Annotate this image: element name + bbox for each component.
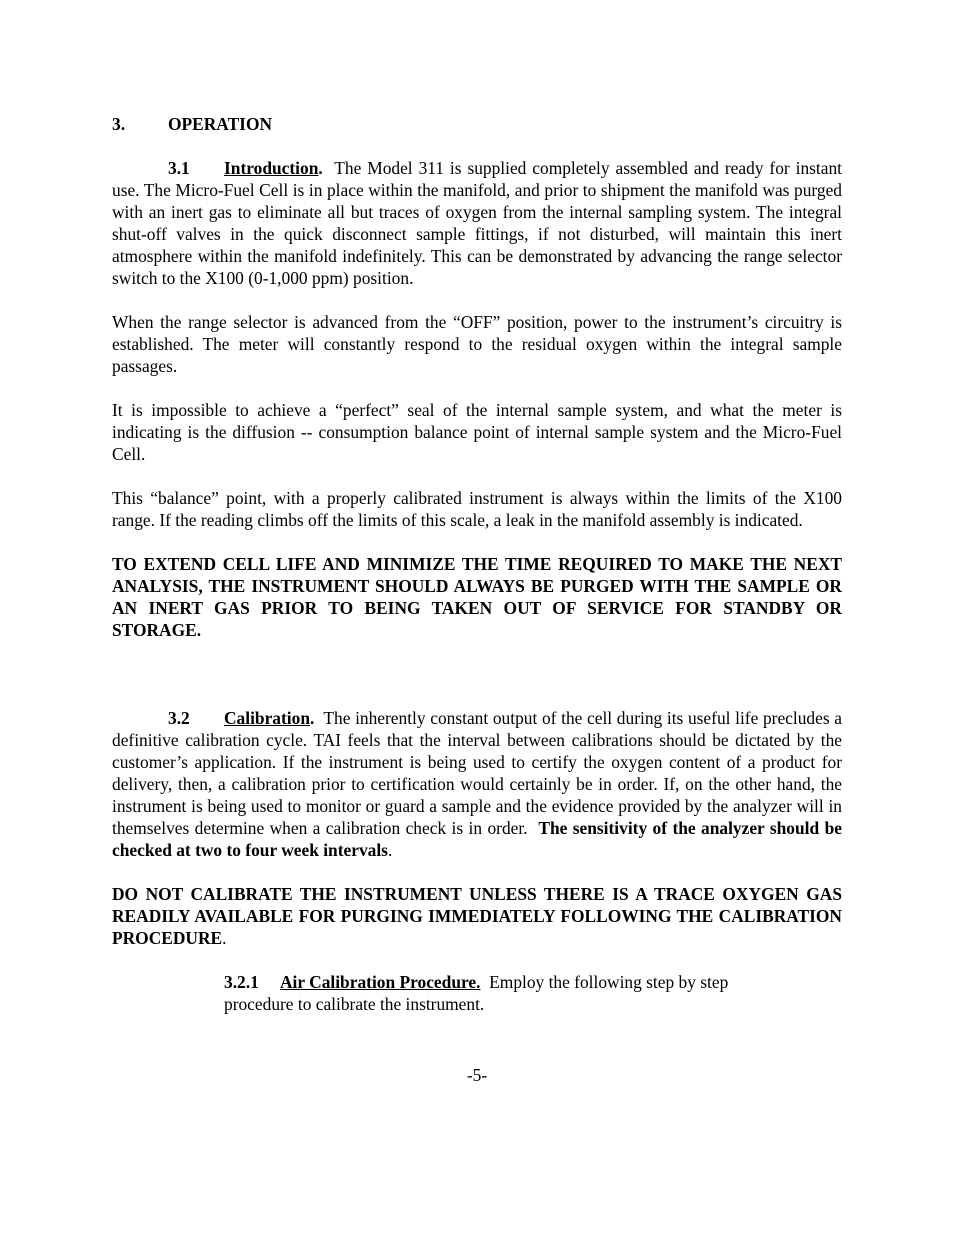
warning-calibrate-text: DO NOT CALIBRATE THE INSTRUMENT UNLESS THERE IS A TRACE OXYGEN GAS READILY AVAILABLE FOR PURGING IMMEDIATELY FOLLOWING THE CALIBRATION PROCEDURE bbox=[112, 884, 842, 948]
intro-text: The Model 311 is supplied completely assembled and ready for instant use. The Micro-Fuel Cell is in place within the manifold, and prior to shipment the manifold was purged with an inert gas to eliminate all but traces of oxygen from the internal sampling system. The integral shut-off valves in the quick disconnect sample fittings, if not disturbed, will maintain this inert atmosphere within the manifold indefinitely. This can be demonstrated by advancing the range selector switch to the X100 (0-1,000 ppm) position. bbox=[112, 158, 842, 288]
air-calibration-paragraph bbox=[224, 971, 764, 1015]
paragraph-range-selector: When the range selector is advanced from the “OFF” position, power to the instrument’s circuitry is established. The meter will constantly respond to the residual oxygen within the integral sample passages. bbox=[112, 312, 842, 376]
warning-calibrate bbox=[112, 883, 842, 949]
section-heading bbox=[112, 113, 842, 135]
subsection-title: Introduction bbox=[224, 158, 319, 178]
air-calibration-number: 3.2.1 bbox=[224, 972, 259, 992]
calibration-number: 3.2 bbox=[168, 708, 190, 728]
subsection-number: 3.1 bbox=[168, 158, 190, 178]
calibration-text: The inherently constant output of the cell during its useful life precludes a definitive calibration cycle. TAI feels that the interval between calibrations should be dictated by the customer’s application. If the instrument is being used to certify the oxygen content of a product for delivery, then, a calibration prior to certification would certainly be in order. If, on the other hand, the instrument is being used to monitor or guard a sample and the evidence provided by the analyzer will in themselves determine when a calibration check is in order. bbox=[112, 708, 842, 838]
warning-cell-life: TO EXTEND CELL LIFE AND MINIMIZE THE TIME REQUIRED TO MAKE THE NEXT ANALYSIS, THE INSTRUMENT SHOULD ALWAYS BE PURGED WITH THE SAMPLE OR AN INERT GAS PRIOR TO BEING TAKEN OUT OF SERVICE FOR STANDBY OR STORAGE. bbox=[112, 554, 842, 640]
section-title: OPERATION bbox=[168, 114, 273, 134]
calibration-paragraph bbox=[112, 707, 842, 861]
intro-paragraph bbox=[112, 157, 842, 289]
page-number: -5- bbox=[466, 1065, 488, 1085]
paragraph-seal: It is impossible to achieve a “perfect” seal of the internal sample system, and what the meter is indicating is the diffusion -- consumption balance point of internal sample system and the Micro-Fuel Cell. bbox=[112, 400, 842, 464]
calibration-title: Calibration bbox=[224, 708, 310, 728]
subsection-title-punct: . bbox=[318, 158, 323, 178]
air-calibration-text: Employ the following step by step procedure to calibrate the instrument. bbox=[224, 972, 729, 1014]
section-number: 3. bbox=[112, 114, 126, 134]
paragraph-balance: This “balance” point, with a properly calibrated instrument is always within the limits of the X100 range. If the reading climbs off the limits of this scale, a leak in the manifold assembly is indicated. bbox=[112, 488, 842, 530]
calibration-end-punct: . bbox=[387, 840, 393, 860]
warning-calibrate-punct: . bbox=[222, 928, 227, 948]
air-calibration-title: Air Calibration Procedure. bbox=[280, 972, 481, 992]
calibration-bold-text: The sensitivity of the analyzer should be checked at two to four week intervals bbox=[112, 818, 842, 860]
page-content bbox=[112, 113, 842, 1015]
calibration-title-punct: . bbox=[310, 708, 315, 728]
